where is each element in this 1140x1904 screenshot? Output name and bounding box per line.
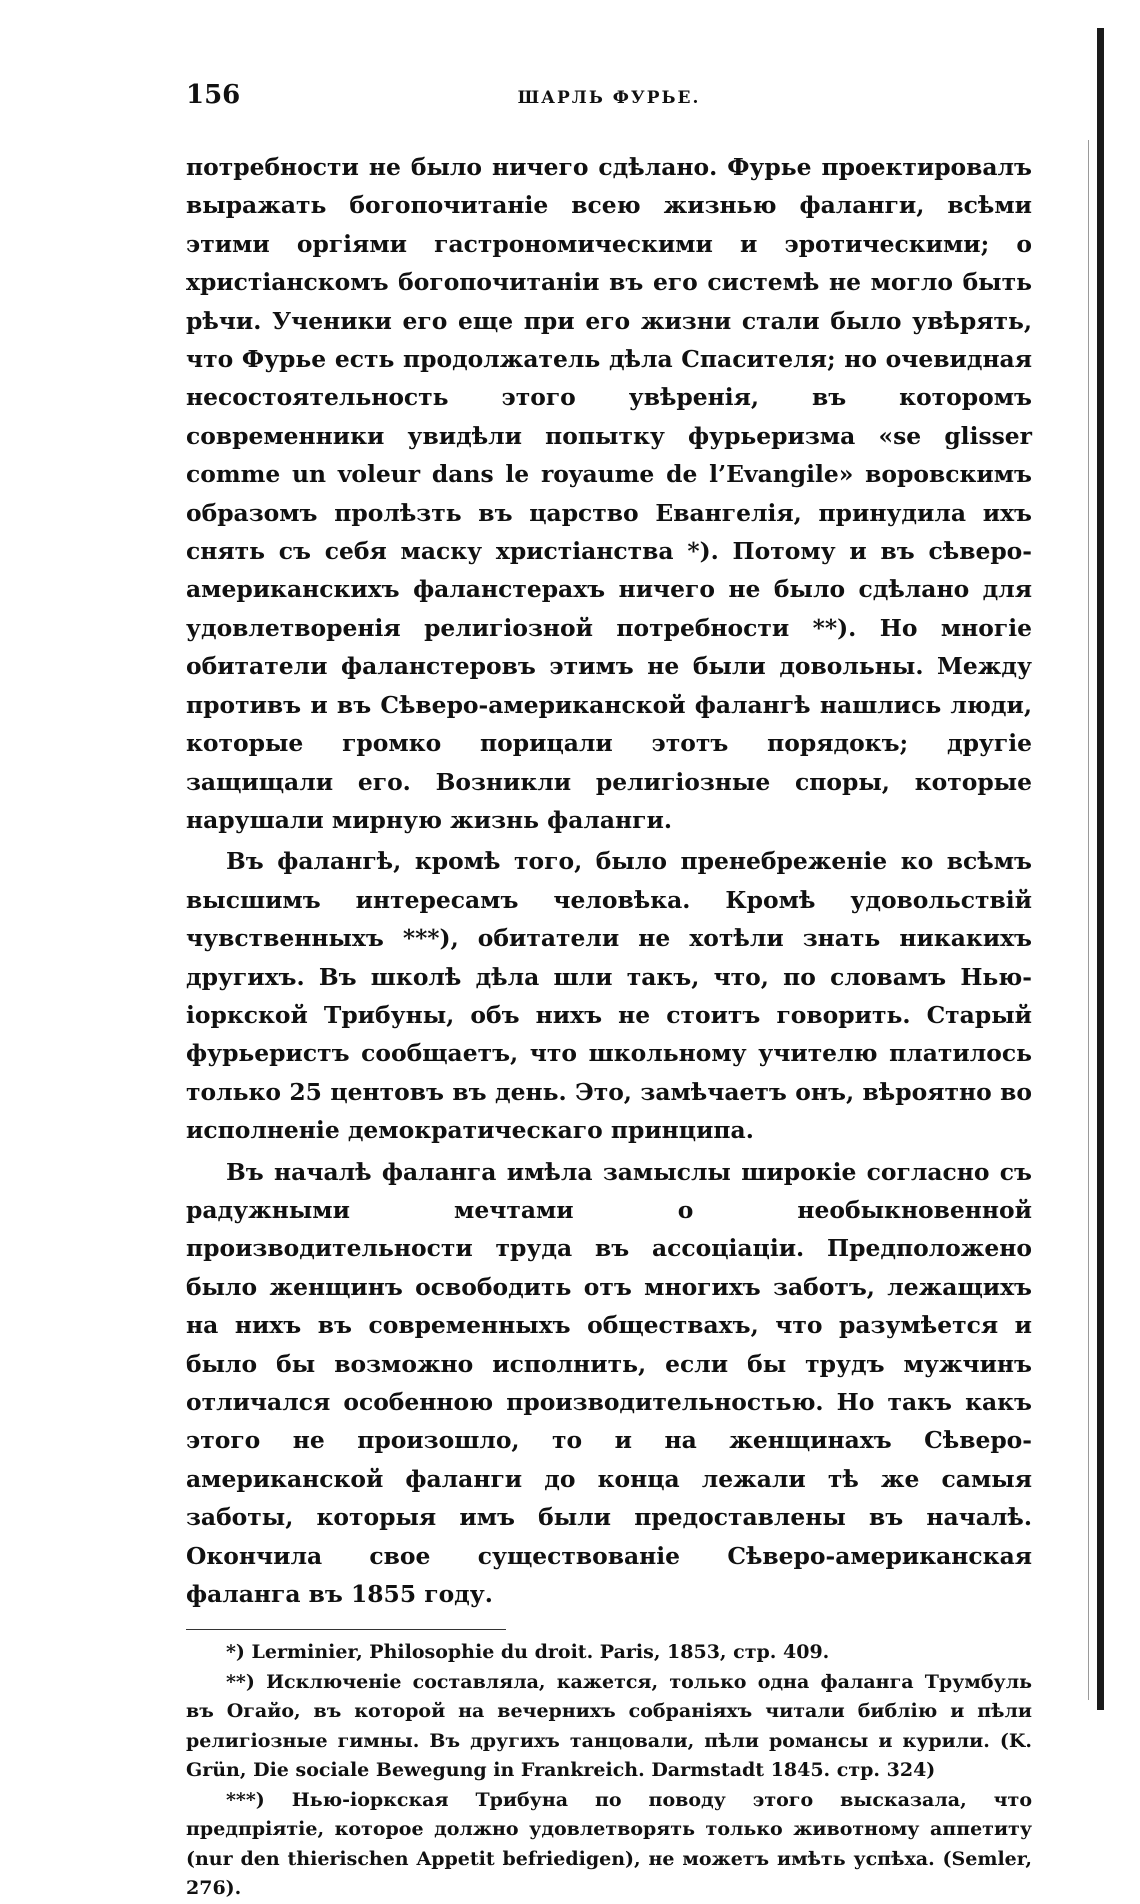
running-title: ШАРЛЬ ФУРЬЕ. [517, 88, 701, 108]
body-paragraph-3: Въ началѣ фаланга имѣла замыслы широкіе согласно съ радужными мечтами о необыкновенной производительности труда въ ассоціаціи. Предположено было женщинъ освободить отъ многихъ заботъ, лежащихъ на нихъ въ современныхъ обществахъ, что разумѣется и было бы возможно исполнить, если бы трудъ мужчинъ отличался особенною производительностью. Но такъ какъ этого не произошло, то и на женщинахъ Сѣверо-американской фаланги до конца лежали тѣ же самыя заботы, которыя имъ были предоставлены въ началѣ. Окончила свое существованіе Сѣверо-американская фаланга въ 1855 году. [186, 1157, 1032, 1609]
page-number: 156 [186, 80, 241, 110]
page-header [186, 80, 1032, 120]
page-edge-line [1088, 140, 1089, 1700]
body-paragraph-2: Въ фалангѣ, кромѣ того, было пренебреженіе ко всѣмъ высшимъ интересамъ человѣка. Кромѣ удовольствій чувственныхъ ***), обитатели не хотѣли знать никакихъ другихъ. Въ школѣ дѣла шли такъ, что, по словамъ Нью-iоркской Трибуны, объ нихъ не стоитъ говорить. Старый фурьеристъ сообщаетъ, что школьному учителю платилось только 25 центовъ въ день. Это, замѣчаетъ онъ, вѣроятно во исполненіе демократическаго принципа. [186, 847, 1032, 1145]
footnote-1: *) Lerminier, Philosophie du droit. Paris, 1853, стр. 409. [226, 1641, 830, 1664]
book-page [186, 80, 1032, 1904]
footnote-3: ***) Нью-iоркская Трибуна по поводу этого высказала, что предпріятіе, которое должно удовлетворять только животному аппетиту (nur den thierischen Appetit befriedigen), не можетъ имѣть успѣха. (Semler, 276). [186, 1788, 1032, 1900]
footnote-2: **) Исключеніе составляла, кажется, только одна фаланга Трумбуль въ Огайо, въ которой на вечернихъ собраніяхъ читали библію и пѣли религіозные гимны. Въ другихъ танцовали, пѣли романсы и курили. (K. Grün, Die sociale Bewegung in Frankreich. Darmstadt 1845. стр. 324) [186, 1670, 1032, 1782]
body-paragraph-1: потребности не было ничего сдѣлано. Фурье проектировалъ выражать богопочитаніе всею жизнью фаланги, всѣми этими оргіями гастрономическими и эротическими; о христіанскомъ богопочитаніи въ его системѣ не могло быть рѣчи. Ученики его еще при его жизни стали было увѣрять, что Фурье есть продолжатель дѣла Спасителя; но очевидная несостоятельность этого увѣренія, въ которомъ современники увидѣли попытку фурьеризма «se glisser comme un voleur dans le royaume de l’Evangile» воровскимъ образомъ пролѣзть въ царство Евангелія, принудила ихъ снять съ себя маску христіанства *). Потому и въ сѣверо-американскихъ фаланстерахъ ничего не было сдѣлано для удовлетворенія религіозной потребности **). Но многіе обитатели фаланстеровъ этимъ не были довольны. Между противъ и въ Сѣверо-американской фалангѣ нашлись люди, которые громко порицали этотъ порядокъ; другіе защищали его. Возникли религіозные споры, которые нарушали мирную жизнь фаланги. [186, 153, 1032, 834]
page-edge-shadow [1097, 28, 1104, 1710]
footnote-divider [186, 1629, 506, 1630]
